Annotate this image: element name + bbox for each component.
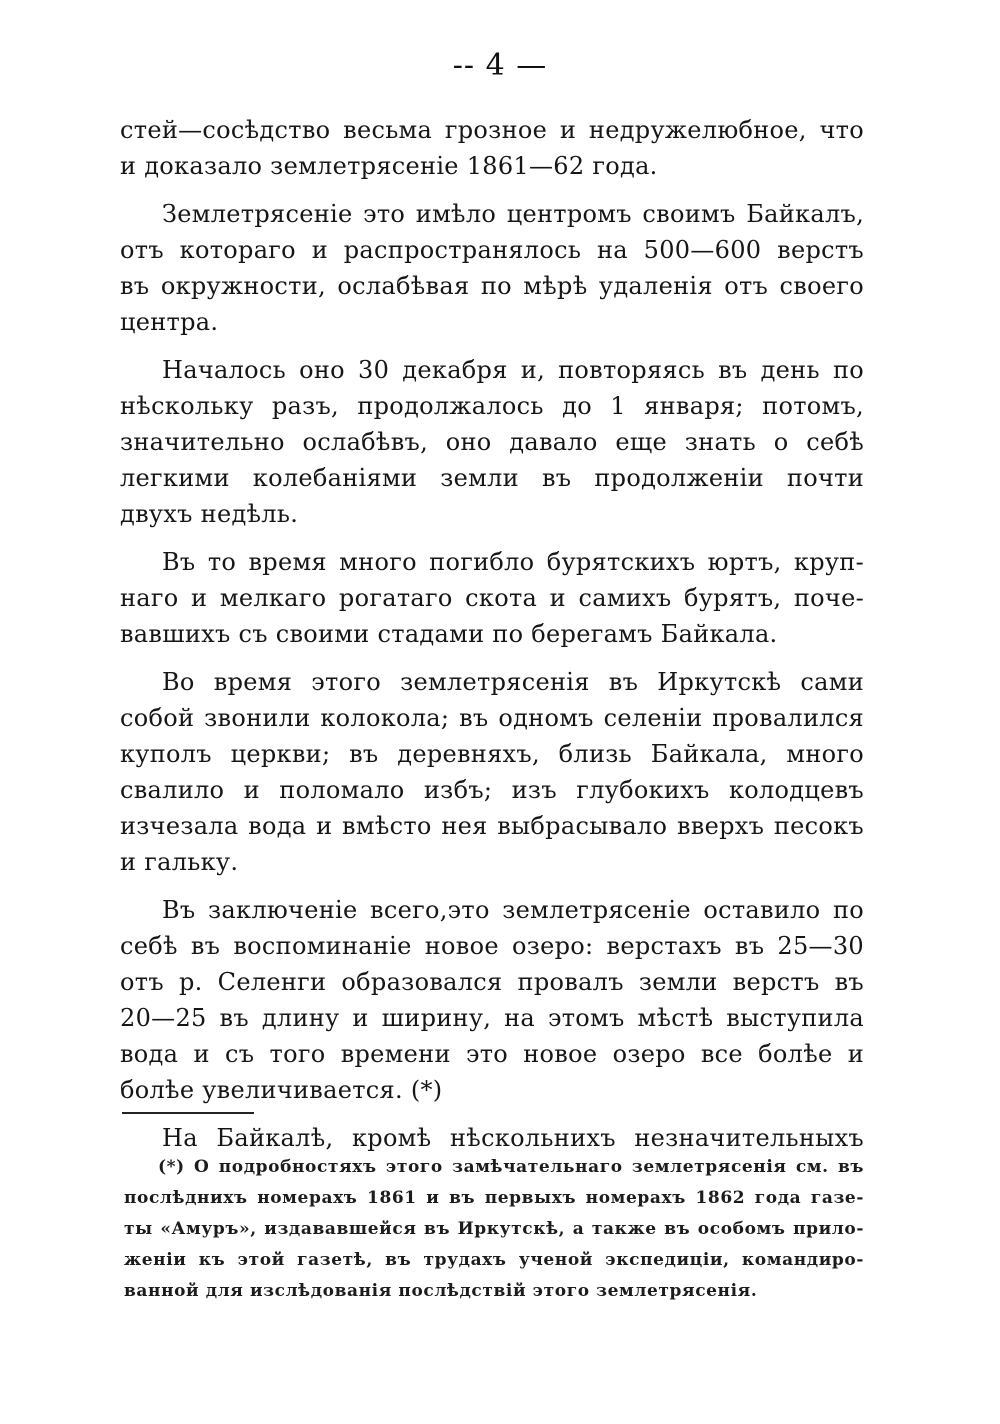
text-line: легкими колебаніями земли въ продолженіи почти (120, 464, 864, 492)
footnote-line: женіи къ этой газетѣ, въ трудахъ ученой экспедиціи, командиро- (124, 1250, 864, 1270)
text-line: вавшихъ съ своими стадами по берегамъ Байкала. (120, 620, 778, 648)
paragraph (120, 664, 864, 880)
text-line: и гальку. (120, 848, 239, 876)
footnote-divider (122, 1112, 254, 1114)
text-line: отъ котораго и распространялось на 500—600 верстъ (120, 236, 864, 264)
paragraph (120, 1120, 864, 1156)
text-line: Въ то время много погибло бурятскихъ юртъ, круп- (162, 548, 864, 576)
text-line: 20—25 въ длину и ширину, на этомъ мѣстѣ выступила (120, 1004, 864, 1032)
text-line: отъ р. Селенги образовался провалъ земли верстъ въ (120, 968, 864, 996)
text-line: На Байкалѣ, кромѣ нѣскольнихъ незначительныхъ (162, 1124, 864, 1152)
text-line: изчезала вода и вмѣсто нея выбрасывало вверхъ песокъ (120, 812, 864, 840)
text-line: Началось оно 30 декабря и, повторяясь въ день по (162, 356, 864, 384)
text-line: нѣскольку разъ, продолжалось до 1 января; потомъ, (120, 392, 864, 420)
text-line: двухъ недѣль. (120, 500, 299, 528)
footnote-line: ты «Амуръ», издававшейся въ Иркутскѣ, а также въ особомъ прило- (124, 1219, 864, 1239)
text-line: куполъ церкви; въ деревняхъ, близь Байкала, много (120, 740, 864, 768)
text-line: болѣе увеличивается. (*) (120, 1076, 443, 1104)
text-line: вода и съ того времени это новое озеро все болѣе и (120, 1040, 864, 1068)
footnote-line: послѣднихъ номерахъ 1861 и въ первыхъ номерахъ 1862 года газе- (124, 1188, 864, 1208)
text-line: собой звонили колокола; въ одномъ селеніи провалился (120, 704, 864, 732)
text-line: свалило и поломало избъ; изъ глубокихъ колодцевъ (120, 776, 864, 804)
text-line: Во время этого землетрясенія въ Иркутскѣ сами (162, 668, 864, 696)
page-number: -- 4 — (452, 48, 548, 83)
paragraph (120, 352, 864, 532)
text-line: значительно ослабѣвъ, оно давало еще знать о себѣ (120, 428, 864, 456)
text-line: центра. (120, 308, 219, 336)
paragraph (120, 112, 864, 184)
text-line: себѣ въ воспоминаніе новое озеро: верстахъ въ 25—30 (120, 932, 864, 960)
text-line: Въ заключеніе всего,это землетрясеніе оставило по (162, 896, 864, 924)
paragraph (120, 196, 864, 340)
footnote-line: (*) О подробностяхъ этого замѣчательнаго землетрясенія см. въ (158, 1157, 864, 1177)
paragraph (120, 892, 864, 1108)
text-line: и доказало землетрясеніе 1861—62 года. (120, 152, 658, 180)
footnote-line: ванной для изслѣдованія послѣдствій этого землетрясенія. (124, 1281, 758, 1301)
paragraph (120, 544, 864, 652)
footnote (124, 1152, 864, 1307)
text-line: въ окружности, ослабѣвая по мѣрѣ удаленія отъ своего (120, 272, 864, 300)
body-text (120, 112, 864, 1156)
text-line: стей—сосѣдство весьма грозное и недружелюбное, что (120, 116, 864, 144)
text-line: наго и мелкаго рогатаго скота и самихъ бурятъ, поче- (120, 584, 864, 612)
text-line: Землетрясеніе это имѣло центромъ своимъ Байкалъ, (162, 200, 864, 228)
